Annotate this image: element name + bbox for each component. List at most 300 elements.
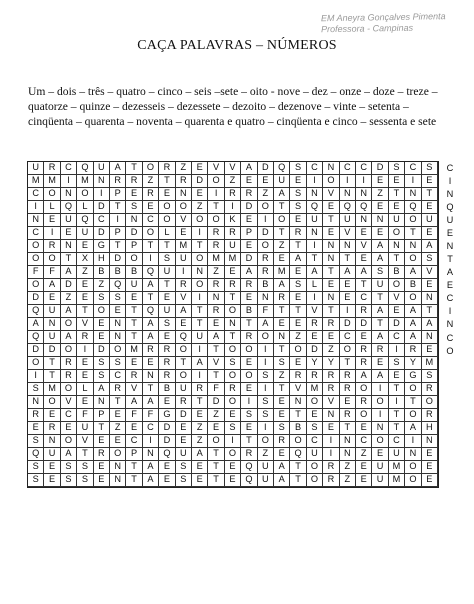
grid-cell[interactable]: N [340,448,356,461]
grid-cell[interactable]: D [258,162,274,175]
grid-cell[interactable]: S [94,292,110,305]
grid-cell[interactable]: A [405,331,421,344]
grid-cell[interactable]: T [192,240,208,253]
grid-cell[interactable]: M [225,253,241,266]
grid-cell[interactable]: O [258,331,274,344]
grid-cell[interactable]: T [126,461,142,474]
grid-cell[interactable]: E [323,201,339,214]
grid-cell[interactable]: E [94,474,110,487]
grid-cell[interactable]: T [405,227,421,240]
grid-cell[interactable]: V [208,162,224,175]
grid-cell[interactable]: A [208,331,224,344]
grid-cell[interactable]: A [126,396,142,409]
grid-cell[interactable]: E [372,227,388,240]
grid-cell[interactable]: Q [143,266,159,279]
grid-cell[interactable]: O [159,214,175,227]
grid-cell[interactable]: E [290,175,306,188]
grid-cell[interactable]: E [176,227,192,240]
grid-cell[interactable]: S [61,461,77,474]
grid-cell[interactable]: E [44,474,60,487]
grid-cell[interactable]: E [176,435,192,448]
grid-cell[interactable]: E [110,435,126,448]
grid-cell[interactable]: I [176,266,192,279]
grid-cell[interactable]: E [241,240,257,253]
grid-cell[interactable]: F [208,383,224,396]
grid-cell[interactable]: T [389,383,405,396]
grid-cell[interactable]: O [208,175,224,188]
grid-cell[interactable]: E [159,461,175,474]
grid-cell[interactable]: O [77,188,93,201]
grid-cell[interactable]: E [126,188,142,201]
grid-cell[interactable]: O [28,253,44,266]
grid-cell[interactable]: O [323,175,339,188]
grid-cell[interactable]: D [126,227,142,240]
grid-cell[interactable]: Z [323,344,339,357]
grid-cell[interactable]: B [389,266,405,279]
grid-cell[interactable]: Z [208,266,224,279]
grid-cell[interactable]: Z [77,266,93,279]
grid-cell[interactable]: T [290,409,306,422]
grid-cell[interactable]: T [389,253,405,266]
grid-cell[interactable]: E [323,279,339,292]
grid-cell[interactable]: A [143,279,159,292]
grid-cell[interactable]: U [258,461,274,474]
grid-cell[interactable]: E [290,266,306,279]
grid-cell[interactable]: U [61,214,77,227]
grid-cell[interactable]: I [61,175,77,188]
grid-cell[interactable]: R [208,227,224,240]
grid-cell[interactable]: N [340,435,356,448]
grid-cell[interactable]: D [159,422,175,435]
grid-cell[interactable]: A [192,448,208,461]
grid-cell[interactable]: Q [274,162,290,175]
grid-cell[interactable]: A [110,162,126,175]
grid-cell[interactable]: R [323,474,339,487]
grid-cell[interactable]: N [274,331,290,344]
grid-cell[interactable]: R [176,279,192,292]
grid-cell[interactable]: T [405,396,421,409]
grid-cell[interactable]: T [192,305,208,318]
grid-cell[interactable]: A [372,253,388,266]
grid-cell[interactable]: Y [307,357,323,370]
grid-cell[interactable]: E [422,201,438,214]
grid-cell[interactable]: G [94,240,110,253]
grid-cell[interactable]: E [94,331,110,344]
grid-cell[interactable]: O [372,435,388,448]
grid-cell[interactable]: E [192,461,208,474]
grid-cell[interactable]: T [274,344,290,357]
grid-cell[interactable]: D [110,253,126,266]
grid-cell[interactable]: B [258,279,274,292]
grid-cell[interactable]: I [307,292,323,305]
grid-cell[interactable]: E [241,175,257,188]
grid-cell[interactable]: D [258,227,274,240]
grid-cell[interactable]: R [143,188,159,201]
grid-cell[interactable]: E [307,331,323,344]
grid-cell[interactable]: D [61,279,77,292]
grid-cell[interactable]: N [323,162,339,175]
grid-cell[interactable]: S [28,474,44,487]
grid-cell[interactable]: C [389,435,405,448]
grid-cell[interactable]: D [340,318,356,331]
grid-cell[interactable]: T [126,318,142,331]
grid-cell[interactable]: E [372,201,388,214]
grid-cell[interactable]: U [176,448,192,461]
grid-cell[interactable]: Q [143,305,159,318]
grid-cell[interactable]: N [110,318,126,331]
grid-cell[interactable]: R [241,448,257,461]
grid-cell[interactable]: R [356,344,372,357]
grid-cell[interactable]: S [126,201,142,214]
grid-cell[interactable]: T [208,461,224,474]
grid-cell[interactable]: I [110,214,126,227]
grid-cell[interactable]: N [44,435,60,448]
grid-cell[interactable]: E [176,422,192,435]
grid-cell[interactable]: R [159,162,175,175]
grid-cell[interactable]: E [290,318,306,331]
grid-cell[interactable]: O [405,292,421,305]
grid-cell[interactable]: S [94,370,110,383]
grid-cell[interactable]: N [422,292,438,305]
grid-cell[interactable]: E [159,292,175,305]
grid-cell[interactable]: C [28,227,44,240]
grid-cell[interactable]: I [372,409,388,422]
grid-cell[interactable]: I [208,188,224,201]
grid-cell[interactable]: Z [356,448,372,461]
grid-cell[interactable]: E [274,253,290,266]
grid-cell[interactable]: O [258,201,274,214]
grid-cell[interactable]: T [290,461,306,474]
grid-cell[interactable]: I [405,435,421,448]
grid-cell[interactable]: E [422,344,438,357]
grid-cell[interactable]: T [241,318,257,331]
grid-cell[interactable]: E [192,409,208,422]
grid-cell[interactable]: O [225,344,241,357]
grid-cell[interactable]: A [61,448,77,461]
grid-cell[interactable]: U [28,162,44,175]
grid-cell[interactable]: Q [28,305,44,318]
grid-cell[interactable]: B [110,266,126,279]
grid-cell[interactable]: I [389,344,405,357]
grid-cell[interactable]: E [77,292,93,305]
grid-cell[interactable]: T [126,474,142,487]
grid-cell[interactable]: E [372,357,388,370]
grid-cell[interactable]: I [258,422,274,435]
grid-cell[interactable]: S [176,474,192,487]
grid-cell[interactable]: T [61,253,77,266]
grid-cell[interactable]: D [94,227,110,240]
grid-cell[interactable]: A [274,474,290,487]
grid-cell[interactable]: S [258,396,274,409]
grid-cell[interactable]: A [28,318,44,331]
grid-cell[interactable]: E [241,214,257,227]
grid-cell[interactable]: A [372,240,388,253]
grid-cell[interactable]: E [126,292,142,305]
grid-cell[interactable]: E [323,227,339,240]
grid-cell[interactable]: R [241,331,257,344]
grid-cell[interactable]: O [176,344,192,357]
grid-cell[interactable]: F [28,266,44,279]
grid-cell[interactable]: R [208,279,224,292]
grid-cell[interactable]: R [323,383,339,396]
grid-cell[interactable]: O [290,344,306,357]
grid-cell[interactable]: A [176,305,192,318]
grid-cell[interactable]: M [274,266,290,279]
grid-cell[interactable]: T [126,305,142,318]
grid-cell[interactable]: I [143,435,159,448]
grid-cell[interactable]: C [356,162,372,175]
grid-cell[interactable]: I [389,396,405,409]
grid-cell[interactable]: U [340,214,356,227]
grid-cell[interactable]: I [192,370,208,383]
grid-cell[interactable]: P [241,227,257,240]
grid-cell[interactable]: T [290,474,306,487]
grid-cell[interactable]: E [110,409,126,422]
grid-cell[interactable]: C [94,214,110,227]
grid-cell[interactable]: E [422,461,438,474]
grid-cell[interactable]: I [340,175,356,188]
grid-cell[interactable]: I [258,214,274,227]
grid-cell[interactable]: I [28,370,44,383]
grid-cell[interactable]: N [110,461,126,474]
grid-cell[interactable]: U [258,474,274,487]
grid-cell[interactable]: Q [159,448,175,461]
grid-cell[interactable]: T [372,318,388,331]
grid-cell[interactable]: T [208,370,224,383]
grid-cell[interactable]: A [143,461,159,474]
grid-cell[interactable]: R [356,396,372,409]
grid-cell[interactable]: T [340,422,356,435]
grid-cell[interactable]: N [208,292,224,305]
grid-cell[interactable]: E [126,422,142,435]
grid-cell[interactable]: S [28,383,44,396]
grid-cell[interactable]: R [44,162,60,175]
grid-cell[interactable]: T [94,422,110,435]
grid-cell[interactable]: E [340,292,356,305]
grid-cell[interactable]: I [340,305,356,318]
grid-cell[interactable]: A [61,331,77,344]
grid-cell[interactable]: N [422,331,438,344]
grid-cell[interactable]: M [208,253,224,266]
grid-cell[interactable]: N [28,396,44,409]
grid-cell[interactable]: E [389,175,405,188]
grid-cell[interactable]: T [323,214,339,227]
grid-cell[interactable]: C [307,435,323,448]
grid-cell[interactable]: U [176,253,192,266]
grid-cell[interactable]: T [143,240,159,253]
grid-cell[interactable]: V [176,292,192,305]
grid-cell[interactable]: I [323,448,339,461]
grid-cell[interactable]: O [258,435,274,448]
grid-cell[interactable]: E [192,162,208,175]
grid-cell[interactable]: O [61,318,77,331]
grid-cell[interactable]: T [356,279,372,292]
grid-cell[interactable]: Q [28,331,44,344]
grid-cell[interactable]: L [44,201,60,214]
grid-cell[interactable]: E [143,201,159,214]
grid-cell[interactable]: A [340,266,356,279]
grid-cell[interactable]: E [274,448,290,461]
grid-cell[interactable]: H [422,422,438,435]
grid-cell[interactable]: T [110,240,126,253]
grid-cell[interactable]: U [176,383,192,396]
grid-cell[interactable]: R [176,175,192,188]
grid-cell[interactable]: E [44,214,60,227]
grid-cell[interactable]: R [176,396,192,409]
grid-cell[interactable]: O [159,201,175,214]
grid-cell[interactable]: U [307,214,323,227]
grid-cell[interactable]: K [225,214,241,227]
grid-cell[interactable]: A [44,279,60,292]
grid-cell[interactable]: O [225,370,241,383]
grid-cell[interactable]: N [143,370,159,383]
grid-cell[interactable]: P [126,240,142,253]
grid-cell[interactable]: V [323,396,339,409]
grid-cell[interactable]: O [356,383,372,396]
grid-cell[interactable]: O [61,383,77,396]
grid-cell[interactable]: U [192,331,208,344]
grid-cell[interactable]: A [274,188,290,201]
grid-cell[interactable]: U [77,422,93,435]
grid-cell[interactable]: S [258,370,274,383]
grid-cell[interactable]: R [110,383,126,396]
grid-cell[interactable]: P [110,188,126,201]
grid-cell[interactable]: Q [356,201,372,214]
grid-cell[interactable]: I [323,435,339,448]
grid-cell[interactable]: Q [61,201,77,214]
grid-cell[interactable]: O [176,201,192,214]
grid-cell[interactable]: S [274,422,290,435]
grid-cell[interactable]: V [61,396,77,409]
grid-cell[interactable]: U [159,305,175,318]
grid-cell[interactable]: C [340,331,356,344]
grid-cell[interactable]: E [77,357,93,370]
grid-cell[interactable]: S [28,435,44,448]
grid-cell[interactable]: Z [274,370,290,383]
grid-cell[interactable]: E [143,357,159,370]
grid-cell[interactable]: O [208,435,224,448]
grid-cell[interactable]: N [323,292,339,305]
grid-cell[interactable]: T [389,409,405,422]
grid-cell[interactable]: I [225,435,241,448]
grid-cell[interactable]: Z [274,240,290,253]
grid-cell[interactable]: R [241,188,257,201]
grid-cell[interactable]: Q [77,162,93,175]
grid-cell[interactable]: D [372,162,388,175]
grid-cell[interactable]: S [159,318,175,331]
grid-cell[interactable]: V [77,435,93,448]
grid-cell[interactable]: O [143,227,159,240]
grid-cell[interactable]: A [61,266,77,279]
grid-cell[interactable]: R [290,370,306,383]
grid-cell[interactable]: U [44,448,60,461]
grid-cell[interactable]: N [44,318,60,331]
grid-cell[interactable]: E [192,474,208,487]
grid-cell[interactable]: V [290,383,306,396]
grid-cell[interactable]: T [159,240,175,253]
grid-cell[interactable]: U [94,162,110,175]
grid-cell[interactable]: Z [110,422,126,435]
grid-cell[interactable]: E [159,396,175,409]
grid-cell[interactable]: E [422,175,438,188]
grid-cell[interactable]: R [28,409,44,422]
grid-cell[interactable]: N [422,435,438,448]
grid-cell[interactable]: Z [225,175,241,188]
grid-cell[interactable]: E [110,305,126,318]
grid-cell[interactable]: N [340,240,356,253]
grid-cell[interactable]: O [290,435,306,448]
grid-cell[interactable]: E [94,461,110,474]
grid-cell[interactable]: U [126,279,142,292]
grid-cell[interactable]: N [307,227,323,240]
grid-cell[interactable]: G [405,370,421,383]
grid-cell[interactable]: T [192,396,208,409]
grid-cell[interactable]: T [176,357,192,370]
grid-cell[interactable]: R [192,383,208,396]
grid-cell[interactable]: S [61,474,77,487]
grid-cell[interactable]: C [405,162,421,175]
grid-cell[interactable]: R [44,240,60,253]
grid-cell[interactable]: D [44,344,60,357]
grid-cell[interactable]: B [241,305,257,318]
grid-cell[interactable]: L [159,227,175,240]
grid-cell[interactable]: R [323,370,339,383]
grid-cell[interactable]: N [28,214,44,227]
grid-cell[interactable]: E [307,409,323,422]
grid-cell[interactable]: E [356,474,372,487]
grid-cell[interactable]: U [307,448,323,461]
grid-cell[interactable]: I [192,344,208,357]
grid-cell[interactable]: M [389,461,405,474]
grid-cell[interactable]: M [28,175,44,188]
grid-cell[interactable]: O [405,214,421,227]
grid-cell[interactable]: R [61,370,77,383]
grid-cell[interactable]: Q [290,448,306,461]
grid-cell[interactable]: S [77,461,93,474]
grid-cell[interactable]: T [307,253,323,266]
grid-cell[interactable]: O [44,253,60,266]
grid-cell[interactable]: N [323,409,339,422]
grid-cell[interactable]: E [340,279,356,292]
grid-cell[interactable]: F [143,409,159,422]
grid-cell[interactable]: A [422,318,438,331]
grid-cell[interactable]: C [340,162,356,175]
grid-cell[interactable]: E [241,383,257,396]
grid-cell[interactable]: D [28,344,44,357]
grid-cell[interactable]: T [274,383,290,396]
grid-cell[interactable]: O [61,344,77,357]
grid-cell[interactable]: D [241,253,257,266]
grid-cell[interactable]: I [307,175,323,188]
grid-cell[interactable]: D [94,344,110,357]
grid-cell[interactable]: A [61,305,77,318]
grid-cell[interactable]: S [110,357,126,370]
grid-cell[interactable]: D [307,344,323,357]
grid-cell[interactable]: T [290,305,306,318]
grid-cell[interactable]: R [110,175,126,188]
grid-cell[interactable]: E [208,318,224,331]
grid-cell[interactable]: O [225,305,241,318]
grid-cell[interactable]: N [290,396,306,409]
grid-cell[interactable]: M [307,383,323,396]
grid-cell[interactable]: T [372,292,388,305]
grid-cell[interactable]: I [258,383,274,396]
grid-cell[interactable]: S [258,409,274,422]
grid-cell[interactable]: E [94,435,110,448]
grid-cell[interactable]: R [208,305,224,318]
grid-cell[interactable]: R [307,318,323,331]
grid-cell[interactable]: S [290,188,306,201]
